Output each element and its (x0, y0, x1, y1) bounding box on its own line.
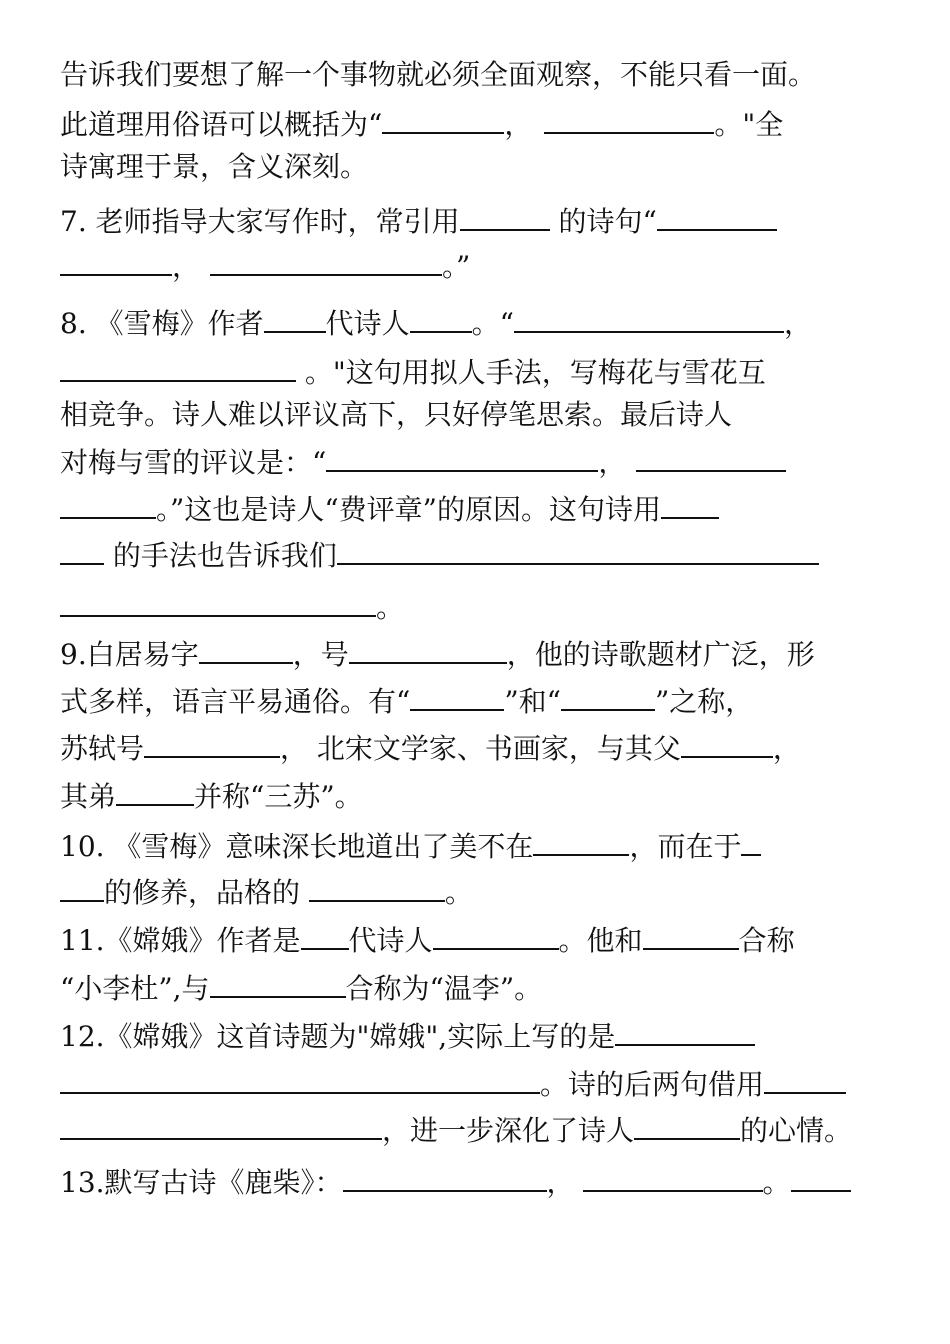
answer-blank[interactable] (460, 203, 550, 231)
answer-blank[interactable] (60, 354, 296, 382)
answer-blank[interactable] (382, 106, 504, 134)
answer-blank[interactable] (410, 683, 504, 711)
text: 11.《嫦娥》作者是 (60, 924, 301, 957)
text: ， (783, 307, 812, 340)
text: 。"全 (714, 108, 784, 141)
text: ， (598, 446, 627, 479)
text: ， (546, 1166, 575, 1199)
answer-blank[interactable] (309, 874, 445, 902)
answer-blank[interactable] (60, 491, 156, 519)
text: 对梅与雪的评议是：“ (60, 446, 327, 479)
text: 13.默写古诗《鹿柴》： (60, 1166, 343, 1199)
answer-blank[interactable] (264, 305, 326, 333)
text: ”和“ (504, 685, 561, 718)
text-line (60, 58, 816, 92)
text: 诗寓理于景，含义深刻。 (60, 150, 369, 183)
text-line (60, 491, 719, 525)
answer-blank[interactable] (661, 491, 719, 519)
text: 。” (442, 250, 471, 283)
text-line (60, 444, 786, 478)
text-line (60, 1164, 851, 1198)
text: 8. 《雪梅》作者 (60, 307, 264, 340)
text: 式多样，语言平易通俗。有“ (60, 685, 411, 718)
text: 的修养，品格的 (104, 876, 309, 909)
text: ，他的诗歌题材广泛，形 (506, 638, 815, 671)
text: ，而在于 (629, 830, 742, 863)
text-line (60, 1018, 755, 1052)
text-line (60, 589, 404, 623)
answer-blank[interactable] (433, 922, 559, 950)
answer-blank[interactable] (791, 1164, 851, 1192)
answer-blank[interactable] (764, 1066, 846, 1094)
answer-blank[interactable] (349, 636, 507, 664)
answer-blank[interactable] (657, 203, 777, 231)
text-line (60, 683, 753, 717)
answer-blank[interactable] (561, 683, 655, 711)
answer-blank[interactable] (583, 1164, 763, 1192)
text-line (60, 1112, 852, 1146)
answer-blank[interactable] (634, 1112, 740, 1140)
text-line (60, 203, 777, 237)
text-line (60, 636, 815, 670)
answer-blank[interactable] (60, 1066, 540, 1094)
text-line (60, 248, 470, 282)
answer-blank[interactable] (60, 1112, 382, 1140)
text: 9.白居易字 (60, 638, 199, 671)
text: ，号 (292, 638, 349, 671)
text: 代诗人 (348, 924, 433, 957)
answer-blank[interactable] (643, 922, 739, 950)
text: ”之称， (654, 685, 754, 718)
text: 其弟 (60, 780, 117, 813)
answer-blank[interactable] (326, 444, 598, 472)
text: “小李杜”,与 (60, 972, 210, 1005)
text: 。“ (471, 307, 514, 340)
text-line (60, 305, 812, 339)
text-line (60, 778, 363, 812)
answer-blank[interactable] (60, 537, 104, 565)
text: 的诗句“ (549, 205, 657, 238)
text: 相竞争。诗人难以评议高下，只好停笔思索。最后诗人 (60, 398, 733, 431)
answer-blank[interactable] (615, 1018, 755, 1046)
text-line (60, 537, 819, 571)
text: 此道理用俗语可以概括为“ (60, 108, 383, 141)
text: 。 (376, 591, 405, 624)
text-line (60, 970, 542, 1004)
text: ， (504, 108, 533, 141)
answer-blank[interactable] (343, 1164, 547, 1192)
text: ， (772, 732, 801, 765)
answer-blank[interactable] (301, 922, 349, 950)
text: 。"这句用拟人手法，写梅花与雪花互 (296, 356, 766, 389)
text: 合称 (738, 924, 795, 957)
answer-blank[interactable] (681, 730, 773, 758)
answer-blank[interactable] (533, 828, 629, 856)
text-line (60, 398, 732, 432)
answer-blank[interactable] (60, 589, 376, 617)
text: 10. 《雪梅》意味深长地道出了美不在 (60, 830, 534, 863)
text: ， (172, 250, 201, 283)
text-line (60, 730, 801, 764)
text: 12.《嫦娥》这首诗题为"嫦娥",实际上写的是 (60, 1020, 616, 1053)
answer-blank[interactable] (544, 106, 714, 134)
text: 。 (762, 1166, 791, 1199)
text-line (60, 1066, 846, 1100)
text: ， 北宋文学家、书画家，与其父 (280, 732, 681, 765)
answer-blank[interactable] (60, 248, 172, 276)
text: 。 (444, 876, 473, 909)
text-line (60, 922, 795, 956)
text: ，进一步深化了诗人 (382, 1114, 635, 1147)
text: 7. 老师指导大家写作时，常引用 (60, 205, 460, 238)
text: 。他和 (558, 924, 643, 957)
text-line (60, 354, 766, 388)
answer-blank[interactable] (410, 305, 472, 333)
text: 。”这也是诗人“费评章”的原因。这句诗用 (156, 493, 661, 526)
answer-blank[interactable] (514, 305, 784, 333)
answer-blank[interactable] (116, 778, 194, 806)
answer-blank[interactable] (636, 444, 786, 472)
text: 的心情。 (740, 1114, 853, 1147)
answer-blank[interactable] (210, 970, 346, 998)
text: 。诗的后两句借用 (540, 1068, 765, 1101)
text: 苏轼号 (60, 732, 145, 765)
answer-blank[interactable] (144, 730, 280, 758)
text-line (60, 874, 473, 908)
text-line (60, 150, 368, 184)
text: 合称为“温李”。 (345, 972, 543, 1005)
text: 并称“三苏”。 (194, 780, 363, 813)
answer-blank[interactable] (210, 248, 442, 276)
answer-blank[interactable] (741, 828, 761, 856)
text-line (60, 106, 783, 140)
answer-blank[interactable] (60, 874, 104, 902)
text: 的手法也告诉我们 (104, 539, 337, 572)
answer-blank[interactable] (337, 537, 819, 565)
text: 告诉我们要想了解一个事物就必须全面观察，不能只看一面。 (60, 58, 817, 91)
text-line (60, 828, 761, 862)
answer-blank[interactable] (199, 636, 293, 664)
text: 代诗人 (325, 307, 410, 340)
